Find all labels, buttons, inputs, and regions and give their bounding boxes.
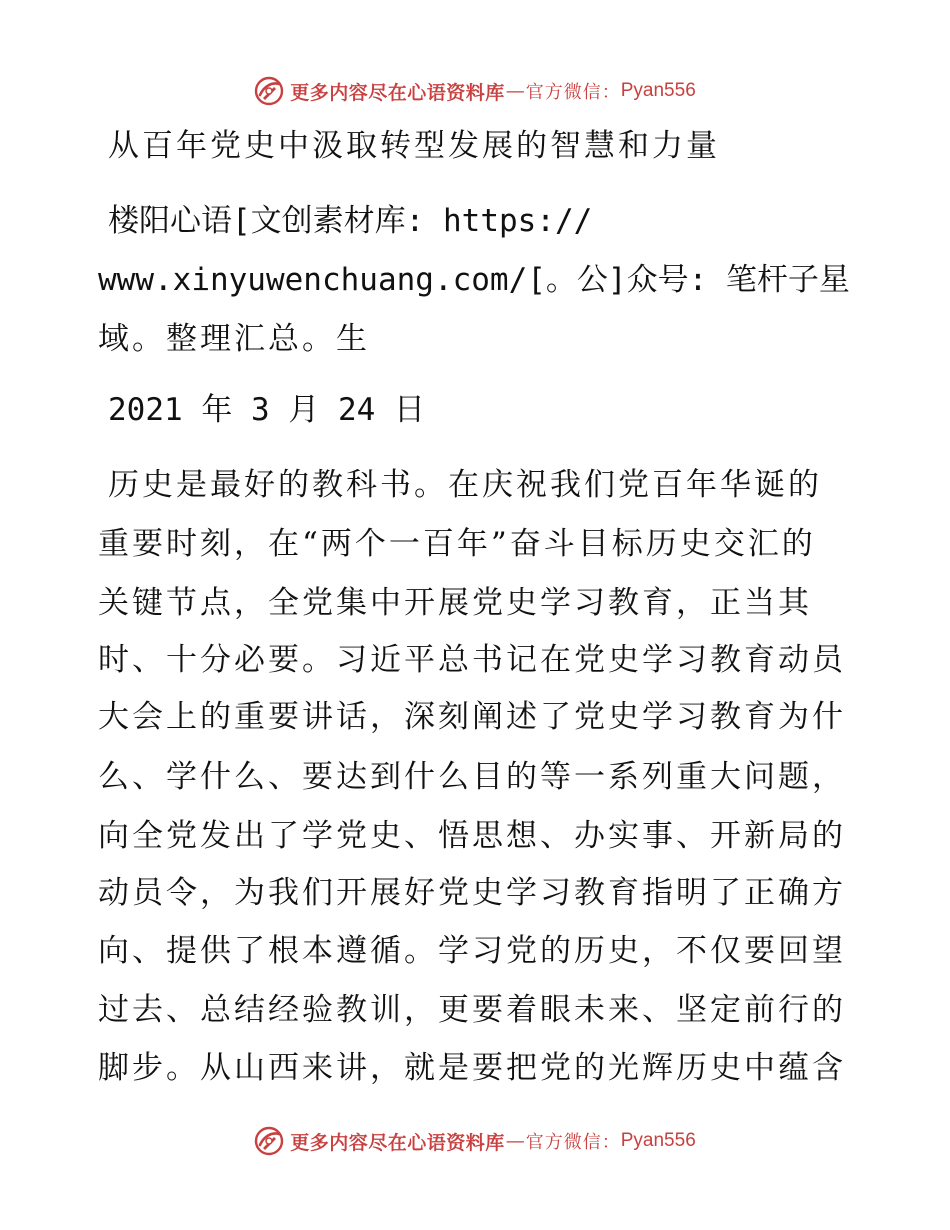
banner-wechat-id: Pyan556 [620, 80, 696, 101]
body-line: 历史是最好的教科书。在庆祝我们党百年华诞的 [108, 467, 822, 503]
body-line: 大会上的重要讲话，深刻阐述了党史学习教育为什 [98, 699, 846, 735]
document-date: 2021 年 3 月 24 日 [108, 392, 425, 428]
brand-logo-icon [254, 1126, 284, 1156]
banner-brand-text: 更多内容尽在心语资料库 [290, 81, 505, 104]
body-line: 过去、总结经验教训，更要着眼未来、坚定前行的 [98, 992, 846, 1028]
banner-separator: — [505, 80, 525, 102]
body-line: 关键节点，全党集中开展党史学习教育，正当其 [98, 585, 812, 621]
header-banner [0, 71, 950, 111]
body-line: 向全党发出了学党史、悟思想、办实事、开新局的 [98, 818, 846, 854]
banner-wechat-label: 官方微信： [525, 1132, 621, 1153]
banner-wechat-label: 官方微信： [525, 82, 621, 103]
source-line-1: 楼阳心语[文创素材库: https:// [108, 203, 593, 239]
source-line-2: www.xinyuwenchuang.com/[。公]众号: 笔杆子星 [98, 262, 850, 298]
footer-banner [0, 1121, 950, 1161]
document-title: 从百年党史中汲取转型发展的智慧和力量 [108, 128, 720, 164]
body-line: 么、学什么、要达到什么目的等一系列重大问题， [98, 759, 846, 795]
banner-wechat-id: Pyan556 [620, 1130, 696, 1151]
brand-logo-icon [254, 76, 284, 106]
body-line: 动员令，为我们开展好党史学习教育指明了正确方 [98, 875, 846, 911]
body-line: 重要时刻，在“两个一百年”奋斗目标历史交汇的 [98, 526, 816, 562]
banner-separator: — [505, 1130, 525, 1152]
source-line-3: 域。整理汇总。生 [98, 321, 370, 357]
banner-brand-text: 更多内容尽在心语资料库 [290, 1131, 505, 1154]
body-line: 时、十分必要。习近平总书记在党史学习教育动员 [98, 642, 846, 678]
body-line: 向、提供了根本遵循。学习党的历史，不仅要回望 [98, 933, 846, 969]
body-line: 脚步。从山西来讲，就是要把党的光辉历史中蕴含 [98, 1050, 846, 1086]
